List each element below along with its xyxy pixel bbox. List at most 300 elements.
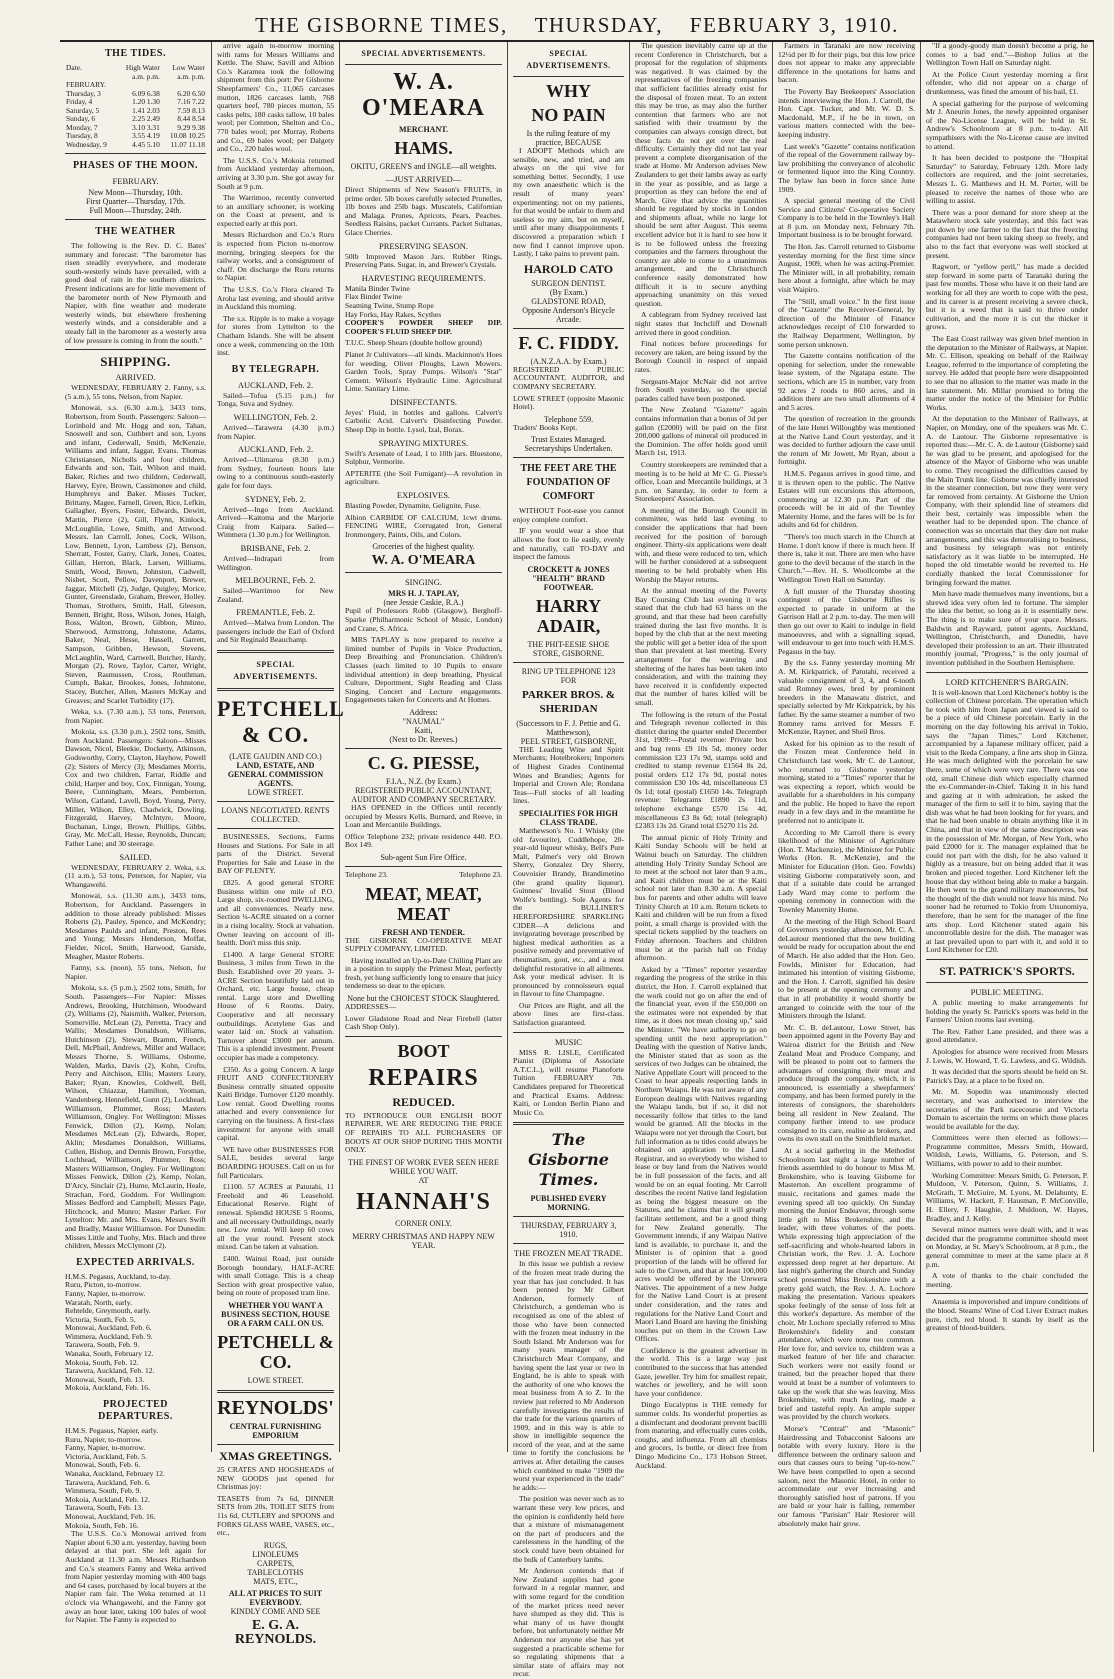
just-arrived: —JUST ARRIVED—: [385, 174, 462, 184]
article-text: Farmers in Taranaki are now receiving 12½d per lb for their pigs, but this low price does not appear to make any appreciable difference in the quotations for hams and bacon.: [778, 41, 915, 85]
masthead-date: FEBRUARY 3, 1910.: [689, 13, 899, 37]
parker-text: THE Leading Wine and Spirit Merchants; Hotelbrokers; Importers of Highest Grades Continental Wines and Brandies; Agents for Imperial and Crown Ale; Rondana Teas—Full stocks of all leading lines.: [513, 744, 624, 806]
list-item: H.M.S. Pegasus, Napier, early.: [65, 1426, 159, 1436]
sailed-text: WEDNESDAY, FEBRUARY 2. Weka, s.s. (11 a.m.), 53 tons, Peterson, for Napier, via Whangawehi.: [65, 862, 206, 889]
harry-name: HARRY ADAIR,: [535, 595, 602, 636]
list-item: Seaming Twine, Stump Rope: [345, 300, 434, 310]
fiddy-quals: (A.N.Z.A.A. by Exam.): [530, 356, 607, 366]
divider: [345, 748, 502, 749]
arrived-text: WEDNESDAY, FEBRUARY 2. Fanny, s.s. (5 a.m.), 55 tons, Nelson, from Napier.: [65, 383, 206, 401]
singing: SINGING.: [404, 577, 443, 588]
article-text: According to Mr Carroll there is every likelihood of the Minister of Agriculture (Hon. T. Mackenzie), the Minister for Public Works (Hon. R. McKenzie), and the Minister for Education (Hon. Geo. Fowlds) visiting Gisborne comparatively soon, and that if a suitable date could be arranged Lady Ward may come to perform the opening ceremony in connection with the Townley Maternity Home.: [778, 827, 915, 914]
public-meeting: PUBLIC MEETING.: [970, 986, 1044, 997]
table-row: Thursday, 3 6.09 6.38 6.20 6.50: [66, 88, 205, 98]
no-pain: NO PAIN: [531, 105, 606, 125]
fiddy-tel: Telephone 559.: [543, 414, 594, 424]
feet-heading: THE FEET ARE THE FOUNDATION OF COMFORT: [520, 463, 617, 503]
telephone-row: [345, 871, 502, 880]
explosives: EXPLOSIVES.: [396, 490, 451, 501]
reynolds-sub: CENTRAL FURNISHING EMPORIUM: [229, 1421, 322, 1440]
sailed-text: Fanny, s.s. (noon), 55 tons, Nelson, for Napier.: [65, 963, 206, 981]
list-item: Monowai, South, Feb. 13.: [65, 1374, 145, 1384]
divider: [345, 1036, 502, 1037]
cato-name: HAROLD CATO: [523, 261, 614, 276]
list-item: H.M.S. Pegasus, Auckland, to-day.: [65, 1271, 172, 1281]
published: PUBLISHED EVERY MORNING.: [530, 1194, 607, 1213]
traders: Traders' Books Kept.: [513, 422, 578, 432]
list-item: Monowai, Auckland, Feb. 16.: [65, 1511, 156, 1521]
divider: [345, 866, 502, 867]
secretaryships: Secretaryships Undertaken.: [524, 444, 613, 454]
tides-header-low: Low Water: [172, 63, 205, 72]
table-row: Sunday, 6 2.25 2.49 8.44 8.54: [66, 114, 205, 123]
divider: [217, 650, 334, 653]
article-text: The Gazette contains notification of the opening for selection, under the renewable lease system, of the Ngatapa estate. The sections, which are 15 in number, vary from 92 acres 2 roods to 860 acres, and in addition there are two small allotments of 4 and 5 acres.: [778, 351, 915, 412]
article-text: Morse's "Central" and "Masonic" Hairdressing and Tobacconist Saloons are notable with every luxury. Here is the difference between the ordinary saloon and ours that causes ours to being "up-to-now." We have been compelled to open a second saloon, next the Masonic Hotel, in order to accommodate our ever increasing and thoroughly satisfied host of patrons. If you are bald or your hair is falling, remember our famous "Parisian" Hair Restorer will absolutely make hair grow.: [778, 1424, 915, 1528]
divider: [513, 662, 624, 663]
groceries: Groceries of the highest quality.: [372, 542, 475, 552]
article-text: The "Still, small voice." In the first issue of the "Gazette" the Receiver-General, by direction of the Minister of Finance acknowledges receipt of £10 forwarded to the Railway Department, Wellington, by some person unknown.: [778, 296, 915, 349]
table-row: Wednesday, 9 4.45 5.10 11.07 11.18: [66, 139, 205, 149]
arrived-text: Direct Shipments of New Season's FRUITS, in prime order. 5lb boxes carefully selected Prunelles, 1lb boxes and 25lb bags. Muscatels, Californian and Malaga. Prunes, Apricots, Pears, Peaches. Seedless Raisins, packet Currants. Packet Sultanas, Glace Cherries.: [345, 185, 502, 237]
tides-header-date: Date.: [66, 63, 82, 72]
article-text: It has been decided to postpone the "Hospital Saturday" to Saturday, February 12th. More lady collectors are required, and the joint secretaries, Messrs L. G. Matthews and H. M. Porter, will be pleased to receive the names of those who are willing to assist.: [926, 153, 1088, 206]
list-item: Mokoia, Auckland, Feb. 16.: [65, 1383, 150, 1393]
parker-name: PARKER BROS. & SHERIDAN: [522, 688, 615, 715]
list-item: Monowai, South, Feb. 6.: [65, 1460, 141, 1470]
reynolds-name: REYNOLDS': [217, 1396, 334, 1419]
listing: £1400. A large General STORE Business, 3 miles from Town in the Bush. Established over 20 years. 3-ACRE Section beautifully laid out in Orchard, etc. Large house, cheap rental. Large store and Dwelling House of 6 Rooms. Dairy, Cooperative and all necessary outbuildings. Acetylene Gas and water laid on. Stock at valuation. Turnover about £3000 per annum. This is a splendid investment. Present occupier has made a competency.: [217, 949, 334, 1062]
special-ads-heading: SPECIAL ADVERTISEMENTS.: [526, 49, 611, 70]
list-item: Wanaka, Auckland, February 12.: [65, 1469, 165, 1478]
divider: [926, 672, 1088, 673]
article-text: By the s.s. Fanny yesterday morning Mr A. M. Kirkpatrick, of Patutahi, received a valuable consignment of 3, 4, and 6-tooth stud Romney ewes, bred by prominent breeders in the Manawatu district, and specially selected by Mr Kirkpatrick, by his father. By the same steamer a number of two Romney rams arrived for Messrs F. McKenzie, Rayner, and Sheil Bros.: [778, 658, 915, 737]
table-row: Friday, 4 1.20 1.30 7.16 7.22: [66, 97, 205, 106]
business-text: BUSINESSES, Sections, Farms Houses and Stations. For Sale in all parts of the District. Several Properties for Sale and Lease in the BAY OF PLENTY.: [217, 832, 334, 876]
article-text: Mr. C. B. deLautour, Lowe Street, has been appointed agent in the Poverty Bay and Wairoa district for the British and New Zealand Meat and Produce Company, and will be pleased to point out to farmers the advantages of consigning their meat and produce through the company, which, it is announced, is essentially a sheepfarmers' company, and has been formed purely in the interests of consignors, the shareholders being all resident in New Zealand. The company further intend to see produce consigned to its care, realise as brokers, and owns its own stall on the Smithfield market.: [778, 1022, 915, 1144]
listing: £825. A good general STORE Business within one mile of P.O. Large shop, six-roomed DWELLING, and all conveniences. Nearly new. Section ¼-ACRE situated on a corner in a rising locality. Stock at valuation. Owner leaving on account of ill-health. Don't miss this snip.: [217, 878, 334, 948]
list-item: Wimmera, South, Feb. 9.: [65, 1486, 142, 1496]
petchell-footer: PETCHELL & CO.: [217, 1331, 334, 1372]
shipping-note: The s.s. Ripple is to make a voyage for stores from Lyttelton to the Chatham Islands. She will be absent once a week, commencing on the 10th inst.: [217, 313, 334, 358]
list-item: Waratah, North, early.: [65, 1297, 132, 1307]
article-text: Men have made themselves many inventions, but a shrewd idea very often led to fortune. The simpler the idea the better, so long as it is essentially new. The thing is to make sure of your space. Messrs. Baldwin and Rayward, patent agents, Auckland, Wellington, Christchurch, and Dunedin, have developed their profession to an art. Their illustrated monthly journal, "Progress," is the only journal of invention published in the Southern Hemisphere.: [926, 589, 1088, 667]
moon-line: Full Moon—Thursday, 24th.: [89, 206, 182, 215]
article-text: At a social gathering in the Methodist Schoolroom last night a large number of friends assembled to do honour to Miss M. Brokenshire, who is leaving Gisborne for Masterton. An excellent programme of music, recitations and games made the evening speed all too quickly. On Sunday morning the Junior Endeavor, through some little gift to Miss Brokenshire, and the leader, with three volumes of the poets. While expressing high appreciation of the self-sacrificing and whole-hearted labors in Christian work, the Rev. J. A. Lochore expressed deep regret at her departure. At last night's gathering the church and Sunday school presented Miss Brokenshire with a pretty gold watch, the Rev. J. A. Lochore making the presentation. Various speakers spoke feelingly of the sense of loss felt at this worker's departure. As member of the choir, Mr Lochore specially referred to Miss Brokenshire's fidelity and constant attendance, which were none too common. Her love for, and service to, children was a marked feature of her life and character. Such workers were not easily found or trained, but the preacher hoped that there would at least be a number of volunteers to take up the work that she was leaving. Miss Brokenshire, with much feeling, made a brief and tasteful reply. An ample supper was provided by the church workers.: [778, 1146, 915, 1422]
dateline: SYDNEY, Feb. 2.: [244, 493, 306, 504]
albion: Albion CARBIDE OF CALCIUM, 1cwt drums. FENCING WIRE, Corrugated Iron, General Ironmongery, Paints, Oils, and Colors.: [345, 512, 502, 539]
list-item: Victoria, South, Feb. 5.: [65, 1314, 136, 1324]
frozen-text: Mr Anderson contends that if New Zealand supplies had gone forward in a regular manner, and with some regard for the condition of the market prices need never have slumped as they did. This is what many of us have thought before, but unfortunately neither Mr Anderson nor anyone else has yet suggested a practicable scheme for so regulating shipments that a similar state of affairs may not recur.: [513, 1566, 624, 1679]
article-text: The following is the return of the Postal and Telegraph revenue collected in this district during the quarter ended December 31st, 1909:—Postal revenue: Private box and bag rents £9 10s 5d, money order commission £23 17s 9d, stamps sold and credited to stamp revenue £1564 8s 2d, postal orders £12 17s 9d, postal notes commission £30 10s 4d, miscellaneous £3 0s 1d; total (postal) £1650 14s. Telegraph revenue: Telegrams £1890 2s 11d, telephone exchange £570 15s 4d, miscellaneous £3 8s 6d; total (telegraph) £2383 13s 2d. Grand total £5270 11s 2d.: [635, 709, 767, 831]
article-text: At the deputation to the Minister of Railways, at Napier, on Monday, one of the speakers was Mr. C. A. de Lautour. The Gisborne representative is reported thus:—Mr. C. A. de Lautour (Gisborne) said he was glad to be present, and apologised for the absence of the Mayor of Gisborne who was unable to come. They recognised the difficulties caused by the Main Trunk line. Gisborne was chiefly interested in the steamer connection, but now they were very far removed from certainty. At Gisborne the Union Company, with their splendid line of steamers did their best, certainly was impossible when the weather had to be depended upon. The chance of connection was so uncertain that they dare not make arrangements, and this was demoralising to business, and business by telegraph was not entirely satisfactory as it was liable to be interrupted. He hoped the old timetable would be reverted to. He cordially thanked the local Commissioner for bringing forward the matter.: [926, 414, 1088, 587]
parker-sub: (Successors to F. J. Pettie and G. Matthewson),: [516, 718, 621, 737]
fiddy-addr: LOWE STREET (opposite Masonic Hotel).: [513, 393, 624, 412]
article-text: Working Committee: Messrs Smith, G. Peterson, P. Muldoon, V. Peterson, Quinn, S. Williams, J. McGrath, T. McGuire, M. Lyons, M. Delahunty, E. Williams, W. Hackett, F. Hausman, P. McConville, H. Ellery, F. Haughie, J. Muldoon, W. Hayes, Bradley, and J. Kelly.: [926, 1170, 1088, 1223]
petchell-name: PETCHELL & CO.: [217, 696, 345, 748]
piesse-name: C. G. PIESSE,: [367, 752, 480, 773]
shipping-note: The Warrimoo, recently converted to an auxiliary schooner, is working on the Coast at present, and is expected early at this port.: [217, 193, 334, 228]
boot: BOOT: [397, 1040, 450, 1061]
feet-text: WITHOUT Foot-ease you cannot enjoy complete comfort.: [513, 506, 624, 524]
moon-line: First Quarter—Thursday, 17th.: [85, 197, 186, 206]
none-but: None but the CHOICEST STOCK Slaughtered.: [347, 994, 500, 1004]
meat-heading: MEAT, MEAT, MEAT: [365, 883, 482, 924]
coop-text: Having installed an Up-to-Date Chilling Plant are in a position to supply the Primest Meat, perfectly fresh, yet hung sufficiently long to ensure that juicy tenderness so dear to the epicure.: [345, 955, 502, 991]
preserving-text: 50lb Improved Mason Jars. Rubber Rings, Preserving Pans. Sugar, in, and Brewer's Crystals.: [345, 251, 502, 270]
list-item: Tarawera, South, Feb. 9.: [65, 1340, 140, 1350]
music-text: MISS R. LISLE, Certificated Pianist (Diploma of Associate A.T.C.L.), will resume Pianoforte Tuition FEBRUARY 7th. Candidates prepared for Theoretical and Practical Exams. Address: Kaiti, or London Berlin Piano and Music Co.: [513, 1047, 624, 1117]
item-linoleums: LINOLEUMS: [252, 1549, 299, 1559]
list-item: Tarawera, Auckland, Feb. 12.: [65, 1366, 155, 1376]
listing: WE have other BUSINESSES FOR SALE, besides several large BOARDING HOUSES. Call on us for full Particulars.: [217, 1144, 334, 1180]
divider: [513, 1122, 624, 1125]
weather-text: The following is the Rev. D. C. Bates' summary and forecast: "The barometer has risen steadily everywhere, and moderate south-westerly winds have prevailed, with a good deal of rain in the southern districts. Present indications are for little movement of the barometer north of New Plymouth and Napier, with fine weather and moderate westerly winds, but elsewhere freshening westerly winds, and a considerable and a steady fall in the barometer as a westerly area of low pressure is coming in from the south.": [65, 241, 206, 345]
list-item: Ruru, Picton, to-morrow.: [65, 1280, 142, 1290]
dateline: THURSDAY, FEBRUARY 3, 1910.: [520, 1221, 617, 1240]
fiddy-name: F. C. FIDDY.: [518, 332, 619, 353]
divider: [513, 1216, 624, 1217]
petchell-sub: LAND, ESTATE, AND GENERAL COMMISSION AGENTS.: [227, 761, 324, 789]
trust: Trust Estates Managed.: [530, 435, 607, 445]
arrived-text: Monowai, s.s. (6.30 a.m.), 3433 tons, Robertson, from South. Passengers: Saloon—Lorinhold and Mr. Hogg and son, Tahan, Snoswell and son, Cuthbert and son, Lyons and infant, Cederwall, Smith, McKenzie, Williams and infant, Jaggar, Evans. Thomas Christiansen, Nicholls and four children, Edwards and son, Tait, Wilson and maid, Baker, Riches and two children, Cederwall, Harvey, Eyre, Brown, Cassimonee and child, Humphreys and Baker. Misses Tucker, Brittany, Magee, Farnell, Green, Rice, Lefkin, Gallagher, Byers, Foster, Edwards, Dewitt, Martin, Pierce (2), Gill, Flynn, Kinlock, McLoughlin, Lowe, Smith, and Attwood. Messrs. Ian Carroll, Jones, Cock, Wilson, Low, Bennett, Lyon, Lambess (2), Benson, Sherratt, Foster, Garry, Clark, Jones, Coates, Gillan, Herron, Black, Larsen, Williams, Smith, Wood, Brown, Johnston, Cadwell, Nisbet, Scott, Pellow, Davenport, Brewer, Jaggar, Mitchell (2), Judge, Quigley, Morice, Gunter, Greenslade, Graham, Brewer, Holley. Thomas, Strothers, Smith, Hall, Gleeson, Bennett, Bright, Ross, Wilson, Jones, Haigh, Ross, Walton, Brown, Gibbon, Minto, Sherwood, Armstrong, Johnstone, Adams, Baker, Neal, Hesse, Hassell, Garrett, Sampson, Gribben, Hewson, Stevens, McLaughlin, Ward, Cartwell, Butcher, Hardy, Morgan (2), Rowe, Taylor, Carter, Wright, Steven, Rasmussen, Cross, Routhman, Cumph, Bakar, Brookes, Jones, Johnstone, Stacey, Butcher, Allen, Masters McKay and Greaves; and Scarlet Turbidity (17).: [65, 403, 206, 705]
list-item: Monowai, Auckland, Feb. 6.: [65, 1323, 152, 1333]
xmas-greetings: XMAS GREETINGS.: [219, 1448, 332, 1463]
petchell-sub: LOWE STREET.: [247, 788, 304, 798]
article-text: "There's too much starch in the Church at Home. I don't know if there is much here. If there is, take it out. There are men who have gone to the devil because of the starch in the Church."—Rev. H. S. Woollcombe at the Wellington Town Hall on Saturday.: [778, 532, 915, 585]
article-text: The question inevitably came up at the recent Conference in Christchurch, but a proposal for the regulation of shipments was negatived. It was claimed by the representatives of the freezing companies that sufficient facilities already exist for the disposal of frozen meat. To an extent this may be true, as may also the further contention that farmers who are not satisfied with their treatment by the companies can always consign direct, but these facts do not get over the real difficulty. Certainly they did not last year prevent a complete disorganisation of the trade at Home. Mr Anderson advises New Zealanders to get their lambs away as early in the year as possible, and as large a proportion as they can before the end of March. Give that advice the quantities should be regulated by stocks in London and shipments afloat, while no large lot should be sent after August. This seems excellent advice but it is hard to see how it is to be followed unless the freezing companies and the farmers throughout the country are able to come to a unanimous arrangement, and the Christchurch conference easily demonstrated how difficult it is to secure anything approaching unanimity on this vexed question.: [635, 41, 767, 308]
sailed-text: Monowai, s.s. (11.30 a.m.), 3433 tons, Robertson, for Auckland. Passengers in addition to those already published: Misses Roberts (2), Pauley, Spence, and McKendry; Mesdames Paulds and infant, Preston, Rees and Young; Messrs Henderson, Moffat, Fielder, Nicol, Smith, Harwood, Garside, Meagher, Master Roberts.: [65, 891, 206, 961]
no-pain-text: I ADOPT Methods which are sensible, new, and tried, and am always on the qui vive for something better. Secondly, I use my own anaesthetic which is the result of many years' experimenting: not on my patients, for that would be unfair to them and useless to my aim, but on myself, until after many disappointments I discovered a preparation which I now find I cannot improve upon. Lastly, I take pains to prevent pain.: [513, 146, 624, 259]
reynolds-footer: E. G. A. REYNOLDS.: [234, 1617, 317, 1647]
piesse-desc: REGISTERED PUBLIC ACCOUNTANT, AUDITOR AND COMPANY SECRETARY.: [351, 785, 496, 804]
tapley-desc: Pupil of Professors Robb (Glasgow), Berghoff-Sparke (Philharmonic School of Music, London) and Crane, S. Africa.: [345, 606, 502, 633]
article-text: At the meeting of the High School Board of Governors yesterday afternoon, Mr. C. A. deLautour mentioned that the new building would be ready for occupation about the end of March. He also added that the Hon. Geo. Fowlds, Minister for Education, had intimated his intention of visiting Gisborne, and the Hon. J. Carroll, signified his desire to be present at the opening ceremony and that in all probability it would shortly be arranged to coincide with the tour of the Ministers through the Island.: [778, 916, 915, 1021]
teasets-text: TEASETS from 7s 6d, DINNER SETS from 20s, TOILET SETS from 11s 6d, CUTLERY and SPOONS and FORKS GLASS WARE, VASES, etc., etc.,: [217, 1493, 334, 1538]
column-5: [630, 41, 773, 1470]
disinfectants-text: Jeyes' Fluid, in bottles and gallons. Calvert's Carbolic Acid. Calvert's Disinfecting Powder. Sheep Dip in bottle. Lysol, Izal, Borax.: [345, 407, 502, 435]
tides-sub: a.m. p.m.: [132, 71, 160, 81]
spraying-text: Swift's Arsenate of Lead, 1 to 10lb jars. Bluestone, Sulphur, Vermorite.: [345, 448, 502, 467]
spraying: SPRAYING MIXTURES.: [378, 437, 469, 448]
telephone-left: Telephone 23.: [345, 869, 388, 879]
tides-table: [65, 64, 206, 149]
tapley-sub: (nee Jessie Caskie, R.A.): [383, 598, 464, 608]
item-tablecloths: TABLECLOTHS: [247, 1567, 304, 1577]
list-item: Tarawera, Auckland, Feb. 6.: [65, 1477, 151, 1487]
meat-sub: FRESH AND TENDER.: [382, 927, 465, 937]
coopers: COOPER'S POWDER SHEEP DIP. COOPER'S FLUID SHEEP DIP.: [345, 318, 502, 336]
tuc: T.U.C. Sheep Shears (double hollow ground): [345, 338, 482, 348]
telegraph-text: Sailed—Warrimoo for New Zealand.: [217, 586, 334, 604]
sailed-subheading: SAILED.: [119, 851, 152, 862]
special-ads-heading: SPECIAL ADVERTISEMENTS.: [361, 49, 486, 58]
divider: [345, 64, 502, 65]
preserving: PRESERVING SEASON.: [378, 240, 469, 251]
divider: [217, 828, 334, 829]
petchell-footer-sub: LOWE STREET.: [247, 1375, 304, 1385]
special-ads-heading: SPECIAL ADVERTISEMENTS.: [233, 660, 318, 682]
article-text: Final notices before proceedings for recovery are taken, are being issued by the Borough Council in respect of unpaid rates.: [635, 339, 767, 374]
music-heading: MUSIC: [555, 1036, 582, 1047]
address-label: Address:: [409, 707, 438, 717]
divider: [65, 349, 206, 350]
telegraph-text: Arrived—Indrapari from Wellington.: [217, 553, 334, 572]
list-item: Tarawera, South, Feb. 13.: [65, 1503, 144, 1513]
divider: [513, 1243, 624, 1244]
listing: £400. Wainui Road, just outside Borough boundary, HALF-ACRE with small Cottage. This is a cheap Section with great prospective value, being on route of proposed tram line.: [217, 1253, 334, 1298]
article-text: A cablegram from Sydney received last night states that Inchcliff and Downall arrived there in good condition.: [635, 310, 767, 337]
article-text: There was a poor demand for store sheep at the Matawhero stock sale yesterday, and this fact was put down by one farmer to the fact that the freezing companies had not been taking sheep so freely, and also to the fact that everyone was well stocked at present.: [926, 207, 1088, 260]
column-7: [921, 42, 1094, 1452]
article-text: Mr. M. Sopedin was unanimously elected secretary, and was authorised to interview the secretaries of the Park racecourse and Victoria Domain to ascertain the terms on which those places would be available for the day.: [926, 1087, 1088, 1131]
addresses-text: Lower Gladstone Road and Near Firebell (latter Cash Shop Only).: [345, 1013, 502, 1032]
omeara-footer: W. A. O'MEARA: [371, 553, 476, 569]
kaiti-sub: (Next to Dr. Reeves.): [389, 734, 458, 744]
article-text: The East Coast railway was given brief mention in the deputation to the Minister of Railways, at Napier. Mr. C. Ellison, speaking on behalf of the Railway League, referred to the importance of completing the survey. He added that people here were disappointed to see that no allusion to the matter was made in the late statement. Mr. Millar promised to bring the matter under the notice of the Minister for Public Works.: [926, 334, 1088, 412]
article-text: Sergeant-Major McNair did not arrive from South yesterday, so the special parades called have been postponed.: [635, 376, 767, 403]
all-prices: ALL AT PRICES TO SUIT EVERYBODY.: [228, 1588, 323, 1607]
listing: £350. As a going Concern. A large FRUIT AND CONFECTIONERY Business centrally situated opposite Kaiti Bridge. Turnover £120 monthly. Low rental. Good Dwelling rooms attached and every convenience for carrying on the business. A first-class investment for anyone with small capital.: [217, 1064, 334, 1143]
table-row: Monday, 7 3.10 3.31 9.29 9.38: [66, 122, 205, 132]
disinfectants: DISINFECTANTS.: [389, 396, 458, 407]
dateline: FREMANTLE, Feb. 2.: [236, 607, 315, 618]
piesse-quals: F.I.A., N.Z. (by Exam.): [386, 776, 461, 786]
tides-sub: a.m. p.m.: [177, 71, 205, 81]
divider: [513, 328, 624, 329]
item-mats: MATS, ETC.,: [253, 1576, 298, 1586]
divider: [217, 1444, 334, 1445]
moon-line: New Moon—Thursday, 10th.: [88, 188, 183, 197]
moon-heading: PHASES OF THE MOON.: [72, 160, 199, 171]
dateline: MELBOURNE, Feb. 2.: [235, 575, 316, 586]
hams-sub: OKITU, GREEN'S and INGLE—all weights.: [350, 162, 497, 171]
table-row: FEBRUARY.: [66, 80, 106, 89]
article-text: It is well-known that Lord Kitchener's hobby is the collection of Chinese porcelain. The operation which he took with him from Japan and viewed is said to be a piece of old Chinese porcelain. Early in the morning on the day following his arrival in Tokio, says the "Japan Times," Lord Kitchener, accompanied by a Japanese military officer, paid a visit to the Ikeda Company, a fine arts shop in Ginza. He was much delighted with the porcelain he saw there, some of which were very rare. There was one old, small Chinese dish which especially charmed the ex-Commander-in-Chief. Taking it in his hand and gazing at it with admiration, he asked the manager of the firm to sell it to him, saying that the dish was what he had been looking for for years, and that he had been unable to obtain anything like it in China, and that in view of the same description was in the possession of Mr. Morgan, of New York, who paid £2000 for it. The manager explained that he could not part with the dish, for he also valued it highly as a treasure, but on being added that it was broken and pieced together. Lord Kitchener left the house that day without being able to make a bargain. He then went to the grand military manoeuvres, but the thought of the dish would not leave his mind. No sooner had he returned to Tokio from Utsunomiya, therefore, than he sent for the manager of the fine arts shop. Lord Kitchener stated again his uncontrollable desire for the dish. The manager was at last prevailed upon to part with it, and sold it to Lord Kitchener for £20.: [926, 687, 1088, 955]
coop-text: THE GISBORNE CO-OPERATIVE MEAT SUPPLY COMPANY, LIMITED.: [345, 935, 502, 954]
specialities-text: Matthewson's No. 1 Whisky (the old favourite), Cuddlehope, 20-year-old liqueur whisky, Bell's Pure Malt, Palmer's very old Brown Sherry, Gonzalez Dry Sherry, Couvoisier Brandy, Brandimetino (the grand quality liqueur). Guinness' Invalid Stout (Blood Wolfe's bottling). Sole Agents for the BULLINER'S HEREFORDSHIRE SPARKLING CIDER—A delicious and invigorating beverage prescribed by highest medical authorities as a positive remedy and preventative of rheumatism, gout, etc., and a most delightful restorative in all ailments. Ask your medical adviser. It is pronounced by connoisseurs equal in flavour to fine Champagne.: [513, 826, 624, 999]
piesse-phone: Office Telephone 232; private residence 440. P.O. Box 149.: [345, 831, 502, 850]
divider: [513, 457, 624, 458]
reduced: REDUCED.: [392, 1094, 455, 1109]
dateline: AUCKLAND, Feb. 2.: [237, 444, 314, 455]
loans: LOANS NEGOTIATED. RENTS COLLECTED.: [221, 806, 330, 825]
listing: £1100. 57 ACRES at Patutahi, 11 Freehold and 46 Leasehold. Educational Reserve. Right of renewal. Splendid HOUSE 5 Rooms, and all necessary Outbuildings, nearly new. Low rental. Will keep 60 cows all the year round. Present stock mixed. Can be taken at valuation.: [217, 1182, 334, 1252]
column-2: [212, 41, 345, 1647]
article-text: Anaemia is impoverished and impure conditions of the blood. Steams' Wine of Cod Liver Extract makes pure, rich, red blood. It stands by itself as the greatest of blood-builders.: [926, 1297, 1088, 1333]
list-item: Wimmera, Auckland, Feb. 9.: [65, 1331, 153, 1341]
article-text: A full muster of the Thursday shooting contingent of the Gisborne Rifles is expected to parade in uniform at the Garrison Hall at 2 p.m. to-day. The men will then go out over to Kaiti to indulge in field manoeuvres, and with a signalling squad, will endeavour to get into touch with H.M.S. Pegasus in the bay.: [778, 586, 915, 656]
projected-heading: PROJECTED DEPARTURES.: [98, 1399, 173, 1423]
why: WHY: [546, 81, 591, 101]
masthead: [60, 10, 1094, 42]
stpatricks-heading: ST. PATRICK'S SPORTS.: [939, 963, 1075, 978]
ring: RING UP TELEPHONE 123 FOR: [521, 666, 616, 685]
specialities: SPECIALITIES FOR HIGH CLASS TRADE.: [519, 809, 618, 827]
sailed-text: Mokoia, s.s. (5 p.m.), 2502 tons, Smith, for South. Passengers—For Napier: Misses Andrews, Brooking, Hutchinson, Woodward (2), Williams (2), Naismith, Walker, Peterson, Somerville, McLean (2), Perretta, Tracy and Wallis; Mesdames Donaldson, Williams, Hutchinson (2), Stewart, Bramm, French, Dell, McPhail, Andrews, Miller and Wallace; Messrs Thorne, S. Williams, Osborne, Walden, Marks, Davis (2), Kohn, Crofts, Perry and Aitchison, Ellis; Masters Leary, Baker; Ryan, Knowles, Coldwell, Bell, Wilson, Chiazzar, Hamilton, Yeoman, Vandenberg, Hennefield, Gunn (2), Lockhead, Williamson, Plummer, Ross; Masters Williamson, Ongley. For Wellington: Misses Fenwick, Dillon (2), Kemp, Nolan; Mesdames McLean (2), Edwards, Roper, Aklin; Mesdames Donaldson, Williams, Cullen, Bishop, and Dennis Brown, Forsythe, Lochhead, Williamson, Plummer, Ross; Masters Williamson, Ongley. For Wellington: Misses Fenwick, Dillon (2), Kemp, Nolan, D'Arcy, Sinclair (2), Hume, McLaurin, Heale, Strachan, Ford, Goddom. For Wellington: Misses Bedford and Campbell; Messrs Page, Hitchcock, and Munro; Master Parker. For Lyttelton: Mr. and Mrs. Evans, Messrs Swift and Bradly, Master Williamson. For Dunedin: Misses Little and Tuohy, Mrs. Blach and three children, Messrs McClymont (2).: [65, 983, 206, 1251]
dateline: AUCKLAND, Feb. 2.: [237, 379, 314, 390]
article-text: The question of recreation in the grounds of the late Henri Willoughby was mentioned at the Native Land Court yesterday, and it was decided to further adjourn the case until the return of Mr Jowett, Mr Ryan, about a fortnight.: [778, 414, 915, 467]
shipping-note: The U.S.S. Co.'s Flora cleared Te Aroha last evening, and should arrive in Auckland this morning.: [217, 285, 334, 312]
explosives-text: Blasting Powder, Dynamite, Gelignite, Fuse.: [345, 501, 481, 511]
arrived-subheading: ARRIVED.: [115, 372, 156, 383]
divider: [217, 688, 334, 691]
petchell-sub: (LATE GAUDIN AND CO.): [229, 752, 322, 762]
kaiti: Kaiti,: [414, 725, 433, 735]
crockett: CROCKETT & JONES "HEALTH" BRAND FOOTWEAR.: [527, 564, 610, 592]
paper-title: The Gisborne Times.: [528, 1130, 609, 1190]
dateline: WELLINGTON, Feb. 2.: [233, 411, 318, 422]
telegraph-text: Arrived—Ulimaroa (8.30 p.m.) from Sydney, fourteen hours late owing to a continuous south-easterly gale for four days.: [217, 455, 334, 490]
planet: Planet Jr Cultivators—all kinds. Mackinnon's Hoes for weeding. Oliver Ploughs, Lawn Mowers. Garden Tools, Spray Pumps. Wilson's "Star" Cement. Wilson's Hydraulic Lime. Agricultural Lime. Sanitary Lime.: [345, 349, 502, 394]
column-3: [340, 42, 508, 1452]
shipping-note: The U.S.S. Co.'s Mokoia returned from Auckland yesterday afternoon, arriving at 3.30 p.m. She got away for South at 9 p.m.: [217, 155, 334, 191]
article-text: Ragwort, or "yellow peril," has made a decided step forward in some parts of Taranaki during the past few months. Those who have it on their land are working for all they are worth to cope with the pest, and its career is at present receiving a severe check, but it is a weed that is said to thrive under cultivation, and the more it is cut the thicker it grows.: [926, 262, 1088, 332]
expected-heading: EXPECTED ARRIVALS.: [76, 1256, 195, 1268]
article-text: The Poverty Bay Beekeepers' Association intends interviewing the Hon. J. Carroll, the Hon. Capt. Tucker, and Mr. W. D. S. Macdonald, M.P., if he be in town, on various matters connected with the bee-keeping industry.: [778, 86, 915, 139]
telegraph-text: Arrived—Tarawera (4.30 p.m.) from Napier.: [217, 422, 334, 441]
article-text: Country storekeepers are reminded that a meeting is to be held at Mr C. G. Piesse's office, Loan and Mercantile buildings, at 3 p.m. on Saturday, in order to form a Storekeepers' Association.: [635, 459, 767, 504]
article-text: A public meeting to make arrangements for holding the yearly St. Patrick's sports was held in the Farmers' Union rooms last evening.: [926, 997, 1088, 1025]
feet-text: IF you would wear a shoe that allows the foot to lie easily, evenly and naturally, call TO-DAY and inspect the famous: [513, 526, 624, 562]
divider: [217, 801, 334, 802]
cato-sub: SURGEON DENTIST.: [531, 278, 606, 288]
table-row: Saturday, 5 1.41 2.03 7.59 8.13: [66, 105, 205, 115]
shipping-heading: SHIPPING.: [100, 354, 171, 370]
divider: [926, 1293, 1088, 1294]
article-text: At the Police Court yesterday morning a first offender, who did not appear on a charge of drunkenness, was fined the amount of his bail, £1.: [926, 69, 1088, 96]
repairs: REPAIRS: [368, 1064, 479, 1091]
article-text: Asked for his opinion as to the result of the Frozen meat Conference held in Christchurch last week, Mr C. de Lautour, who returned to Gisborne yesterday morning, stated to a "Times" reporter that he was expecting a report, which would be available for a shareholders in his company and the public. He hoped to have the report ready in a few days and in the meantime he preferred not to anticipate it.: [778, 738, 915, 826]
list-item: Flax Binder Twine: [345, 292, 402, 302]
divider: [65, 219, 206, 220]
telegraph-text: Sailed—Tofua (5.15 p.m.) for Tonga, Suva and Sydney.: [217, 390, 334, 409]
hannahs: HANNAH'S: [356, 1188, 491, 1215]
shipping-note: Messrs Richardson and Co.'s Ruru is expected from Picton to-morrow morning, bringing sleepers for the railway works, and a consignment of chaff. On discharge the Ruru returns to Napier.: [217, 230, 334, 283]
article-text: Apologies for absence were received from Messrs J. Lewis, W. Howard, T. G. Lawless, and G. Wildish.: [926, 1046, 1088, 1065]
closing-text: The U.S.S. Co.'s Monowai arrived from Napier about 6.30 a.m. yesterday, having been delayed at that port. She left again for Auckland at 11.30 a.m. Messrs Richardson and Co.'s steamers Fanny and Weka arrived from Napier yesterday morning with 400 bags and 64 cases, purchased by local buyers at the Napier ram fair. The Weka returned at 11 o'clock via Whangawehi, and the Fanny got away an hour later, taking 100 bales of wool for Napier. The Fanny is expected to: [65, 1529, 206, 1625]
parker-addr: PEEL STREET, GISBORNE,: [520, 736, 617, 746]
divider: [65, 153, 206, 154]
list-item: Mokoia, South, Feb. 16.: [65, 1520, 139, 1530]
frozen-text: In this issue we publish a review of the frozen meat trade during the year that has just concluded. It has been penned by Mr Gilbert Anderson, formerly of Christchurch, a gentleman who is recognised as one of the ablest of those who have been connected with the frozen meat industry in the South Island. Mr Anderson was for many years manager of the Christchurch Meat Company, and having spent the last year or two in England, he is able to speak with the authority of one who knows the meat business from A to Z. In the review just referred to Mr Anderson carefully investigates the results of the trade for the various quarters of 1909, and in this way is able to show in intelligible sequence the record of the year, and at the same time to fortify the conclusions he arrives at. After detailing the causes which combined to make "1909 the worst year experienced in the trade" he adds:—: [513, 1259, 624, 1492]
apterite: APTERITE (the Soil Fumigant)—A revolution in agriculture.: [345, 468, 502, 487]
divider: [345, 572, 502, 573]
harry-sub: THE PHIT-EESIE SHOE STORE, GISBORNE.: [527, 639, 610, 658]
fiddy-text: REGISTERED PUBLIC ACCOUNTANT, AUDITOR, and COMPANY SECRETARY.: [513, 364, 624, 391]
kindly: KINDLY COME AND SEE: [230, 1606, 321, 1616]
article-text: Dingo Eucalyptus is THE remedy for summer colds. Its wonderful properties as a disinfectant and deodorant prevent bacilli from maturing, and effectually cures colds, coughs, and influenza. From all chemists and grocers, 1s bottle, or direct free from Dingo Medicine Co., 173 Hobson Street, Auckland.: [635, 1400, 767, 1470]
article-text: It was decided that the sports should be held on St. Patrick's Day, at a place to be fixed on.: [926, 1067, 1088, 1085]
corner: CORNER ONLY.: [395, 1218, 452, 1228]
tapley-text: MRS TAPLAY is now prepared to receive a limited number of Pupils in Voice Production, Deep Breathing and Pronunciation. Children's Classes (each limited to 10 Pupils to ensure individual attention) in deep breathing, Physical Culture, Deportment, Sight Reading and Class Singing. Concert and Lecture engagements. Engagements taken for Concerts and At Homes.: [345, 635, 502, 705]
list-item: Fanny, Napier, to-morrow.: [65, 1288, 146, 1298]
prices: Our Prices are Right, and all the above lines are first-class. Satisfaction guaranteed.: [513, 1000, 624, 1028]
merry: MERRY CHRISTMAS AND HAPPY NEW YEAR.: [352, 1231, 495, 1250]
omeara-name: W. A. O'MEARA: [362, 69, 485, 121]
list-item: Mokoia, South, Feb. 12.: [65, 1357, 139, 1367]
article-text: H.M.S. Pegasus arrives in good time, and it is thrown open to the public. The Native Estates will run excursions this afternoon, commencing at 12.30 p.m. Part of the proceeds will be in aid of the Townley Maternity Home, and the fares will be 1s for adults and 6d for children.: [778, 468, 915, 530]
masthead-title: THE GISBORNE TIMES,: [255, 13, 508, 37]
no-pain-sub: Is the ruling feature of my practice, BECAUSE: [526, 129, 611, 147]
finest: THE FINEST OF WORK EVER SEEN HERE WHILE YOU WAIT.: [348, 1157, 499, 1176]
list-item: Fanny, Napier, to-morrow.: [65, 1443, 146, 1453]
column-1: [60, 42, 212, 1625]
tides-heading: THE TIDES.: [105, 48, 166, 59]
tapley-name: MRS H. J. TAPLAY,: [388, 589, 459, 599]
telephone-right: Telephone 23.: [459, 869, 502, 879]
piesse-office: Sub-agent Sun Fire Office.: [380, 852, 467, 862]
hams: HAMS.: [394, 138, 453, 158]
article-text: Committees were then elected as follows:—Programme committee, Messrs Smith, Howard, Wildish, Lewis, Williams, G. Peterson, and S. Williams, with power to add to their number.: [926, 1133, 1088, 1169]
telegraph-heading: BY TELEGRAPH.: [231, 363, 320, 375]
divider: [217, 1390, 334, 1393]
column-6: [773, 41, 921, 1528]
closing-note: WHETHER YOU WANT A BUSINESS SECTION, HOUSE OR A FARM CALL ON US.: [221, 1300, 330, 1328]
cato-addr2: Opposite Anderson's Bicycle Arcade.: [522, 305, 615, 324]
article-text: Last week's "Gazette" contains notification of the repeal of the Government railway by-law prohibiting the conveyance of alcoholic or fermented liquor into the King Country. The bylaw has been in force since June 1909.: [778, 141, 915, 194]
addresses-label: ADDRESSES—: [345, 1002, 397, 1012]
article-text: At the annual meeting of the Poverty Bay Coursing Club last evening it was stated that the club had 63 hares on the ground, and that these had been carefully trained during the last five months. It is hoped by the club that at the next meeting the public will get a better idea of the sport than that prevalent at last meeting. Every arrangement for the watering and sheltering of the hares has been taken into consideration, and with the training they have received it is confidently expected that the number of hares killed will be small.: [635, 586, 767, 707]
harvesting: HARVESTING REQUIREMENTS.: [361, 272, 486, 283]
arrived-text: Weka, s.s. (7.30 a.m.), 53 tons, Peterson, from Napier.: [65, 707, 206, 725]
arrived-text: Mokoia, s.s. (3.30 p.m.), 2502 tons, Smith, from Auckland. Passengers: Saloon—Misses Dawson, Nicol, Bleekie, Dockerty, Atkinson, Godsworthy, Corry, Clayton, Hayhow, Powell (2); Sisters of Mercy (3); Mesdames Morris, Cox and two children, Farrar, Riddle and child, Harper and boy, Cox, Finnigan, Young, Beere, Cunningham, Mears, Pemberton, Wilson, Catland, Lavell, Boyd, Young, Perry, Miller, Wilson, Elley, Chadwick, Dowling, Fitzgerald, Harvey, McIntyre, Moore, Buchanan, Linge, Brown, Phillips, Gibbs, Gray, Mr. McCall, Hesse, Reynolds, Duncan; Father Lane; and 30 steerage.: [65, 727, 206, 848]
list-item: Ruru, Napier, to-morrow.: [65, 1434, 143, 1444]
frozen-heading: THE FROZEN MEAT TRADE.: [513, 1248, 624, 1259]
dateline: BRISBANE, Feb. 2.: [240, 542, 311, 553]
moon-subheading: FEBRUARY.: [112, 176, 159, 186]
kitchener-heading: LORD KITCHENER'S BARGAIN.: [945, 676, 1069, 687]
list-item: Manila Binder Twine: [345, 283, 410, 293]
list-item: Wanaka, South, February 12.: [65, 1349, 154, 1359]
article-text: Several minor matters were dealt with, and it was decided that the programme committee should meet on Monday, at St. Mary's Schoolroom, at 8 p.m., the general committee to meet at the same place at 8 p.m.: [926, 1225, 1088, 1269]
table-row: Tuesday, 8 3.55 4.19 10.08 10.25: [66, 131, 205, 140]
article-text: A special gathering for the purpose of welcoming Mr J. Aneurin Jones, the newly appointed organiser of the No-License League, will be held in St. Andrew's Schoolroom at 8 p.m. to-day. All sympathisers with the No-License cause are invited to attend.: [926, 98, 1088, 151]
list-item: Hay Forks, Hay Rakes, Scythes: [345, 309, 442, 319]
weather-heading: THE WEATHER: [95, 226, 176, 237]
telegraph-text: Arrived—Malwa from London. The passengers include the Earl of Oxford and Sir Reginald Beauchamp.: [217, 618, 334, 645]
shipping-continued: arrive again to-morrow morning with rams for Messrs Williams and Kettle. The Shaw, Savill and Albion Co.'s Karamea took the following shipment from this port: Per Gisborne Sheepfarmers' Co., 11,065 carcases mutton, 1826 carcases lamb, 768 quarters beef, 780 pieces mutton, 55 casks pelts, 180 casks tallow, 10 bales wool; per Common, Shelton and Co., 770 bales wool; per Murray, Roberts and Co., 69 bales wool; per Dalgety and Co., 220 bales wool.: [217, 41, 334, 154]
cato-exam: (By Exam.): [549, 287, 588, 297]
list-item: Mokoia, Auckland, Feb. 12.: [65, 1494, 150, 1504]
piesse-text: HAS OPENED in the Offices until recently occupied by Messrs Kells, Burnard, and Reeve, in Loan and Mercantile Buildings.: [345, 802, 502, 830]
item-carpets: CARPETS,: [256, 1558, 295, 1568]
list-item: Rehtelde, Greymouth, early.: [65, 1306, 151, 1316]
at: AT: [418, 1175, 429, 1185]
article-text: "If a goody-goody man doesn't become a prig, he comes to a bad end."—Bishop Julius at the Wellington Town Hall on Saturday night.: [926, 41, 1088, 68]
telegraph-text: Arrived—Ingo from Auckland. Arrived—Kaitoma and the Marjorie Craig from Kaipara. Sailed—Wimmera (1.30 p.m.) for Wellington.: [217, 504, 334, 540]
article-text: The Hon. Jas. Carroll returned to Gisborne yesterday morning for the first time since August, 1909, when he was acting-Premier. The Minister will, in all probability, remain here about a fortnight, after which he may visit Waipiro.: [778, 242, 915, 295]
frozen-text: The position was never such as to warrant these very low prices, and the opinion is confidently held here that a mixture of mismanagement on the part of producers and the carelessness in the handling of the stock could have been obtained for the bulk of Canterbury lambs.: [513, 1494, 624, 1564]
list-item: Victoria, Auckland, Feb. 5.: [65, 1451, 148, 1461]
nauma: "NAUMAL": [402, 716, 445, 726]
cato-addr: GLADSTONE ROAD,: [531, 296, 606, 306]
column-4: [508, 42, 630, 1679]
article-text: A special general meeting of the Civil Service and Citizens' Co-operative Society Company is to be held in the Townley's Hall at 8 p.m. on Monday next, February 7th. Important business is to be brought forward.: [778, 196, 915, 240]
article-text: The annual picnic of Holy Trinity and Kaiti Sunday Schools will be held at Wainui beach on Saturday. The children attending Holy Trinity Sunday School are to meet at the school not later than 9 a.m., and Kaiti children must be at the Kaiti school not later than 8.30 a.m. A special bus for parents and other adults will leave Trinity Church at 10 a.m. Return tickets to Kaiti and children will be run from a fixed point, a small charge is provided with the special tickets supplied by the teachers on Friday afternoon. Teachers and children must be at the parish hall on Friday afternoon.: [635, 832, 767, 963]
boot-text: TO INTRODUCE OUR ENGLISH BOOT REPAIRER, WE ARE REDUCING THE PRICE OF REPAIRS TO ALL PURCHASERS OF BOOTS AT OUR SHOP DURING THIS MONTH ONLY.: [345, 1110, 502, 1155]
divider: [513, 76, 624, 77]
item-rugs: RUGS,: [263, 1540, 288, 1550]
divider: [513, 1032, 624, 1033]
article-text: Confidence is the greatest advertiser in the world. This is a large way just contributed to the success that has attended Gaze, jeweller. Try him for smallest repair, watches or jewellery, and he will soon have your confidence.: [635, 1345, 767, 1398]
divider: [926, 982, 1088, 983]
article-text: A vote of thanks to the chair concluded the meeting.: [926, 1271, 1088, 1289]
article-text: The New Zealand "Gazette" again contains information that a bonus of 3d per gallon (£2000) will be paid on the first 200,000 gallons of mineral oil produced in the Dominion. The offer holds good until March 1st, 1913.: [635, 405, 767, 458]
masthead-day: THURSDAY,: [534, 13, 664, 37]
crates-text: 25 CRATES AND HOGSHEADS of NEW GOODS just opened for Christmas joy:: [217, 1464, 334, 1492]
divider: [926, 959, 1088, 960]
